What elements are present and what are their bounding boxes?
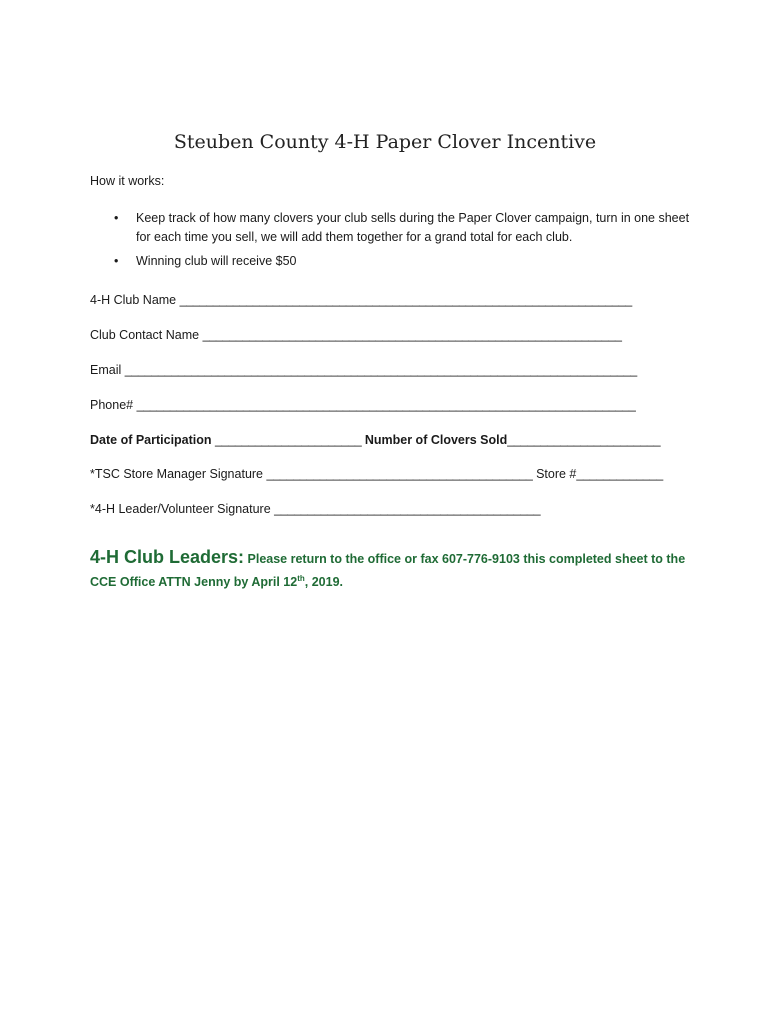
- phone-blank[interactable]: ___________________________________________________________________________: [136, 398, 636, 412]
- club-name-field[interactable]: [90, 293, 632, 307]
- contact-name-blank[interactable]: _______________________________________________________________: [202, 328, 622, 342]
- leader-signature-blank[interactable]: ________________________________________: [274, 502, 541, 516]
- email-blank[interactable]: _____________________________________________________________________________: [124, 363, 637, 377]
- participation-row: [90, 433, 660, 447]
- list-item: [90, 209, 690, 247]
- footer-end: , 2019.: [304, 575, 344, 590]
- date-of-participation-label: Date of Participation: [90, 433, 212, 447]
- tsc-signature-row: [90, 467, 663, 481]
- leader-signature-label: *4-H Leader/Volunteer Signature: [90, 502, 271, 516]
- email-label: Email: [90, 363, 122, 377]
- phone-field[interactable]: [90, 398, 636, 412]
- tsc-signature-blank[interactable]: ________________________________________: [266, 467, 533, 481]
- store-number-label: Store #: [536, 467, 577, 481]
- club-name-label: 4-H Club Name: [90, 293, 177, 307]
- footer-superscript: th: [297, 574, 305, 583]
- instructions-list: [90, 209, 690, 276]
- bullet-icon: •: [114, 254, 119, 268]
- bullet-text: Winning club will receive $50: [136, 254, 297, 268]
- leader-signature-field[interactable]: [90, 502, 540, 516]
- store-number-blank[interactable]: _____________: [576, 467, 663, 481]
- number-of-clovers-blank[interactable]: _______________________: [507, 433, 661, 447]
- number-of-clovers-label: Number of Clovers Sold: [364, 433, 508, 447]
- contact-name-label: Club Contact Name: [90, 328, 200, 342]
- return-instructions: [90, 547, 690, 592]
- club-name-blank[interactable]: ____________________________________________________________________: [179, 293, 632, 307]
- bullet-icon: •: [114, 211, 119, 225]
- footer-text: Please return to the office or fax 607-776-9103 this completed sheet to the CCE Office ATTN Jenny by April 12: [90, 552, 686, 590]
- phone-label: Phone#: [90, 398, 134, 412]
- list-item: [90, 252, 690, 271]
- email-field[interactable]: [90, 363, 637, 377]
- contact-name-field[interactable]: [90, 328, 622, 342]
- footer-lead: 4-H Club Leaders:: [90, 547, 245, 567]
- date-of-participation-blank[interactable]: ______________________: [215, 433, 362, 447]
- tsc-signature-label: *TSC Store Manager Signature: [90, 467, 264, 481]
- intro-text: How it works:: [90, 174, 165, 188]
- document-title: Steuben County 4-H Paper Clover Incentive: [173, 131, 597, 153]
- bullet-text: Keep track of how many clovers your club sells during the Paper Clover campaign, turn in one sheet for each time you sell, we will add them together for a grand total for each club.: [136, 211, 690, 244]
